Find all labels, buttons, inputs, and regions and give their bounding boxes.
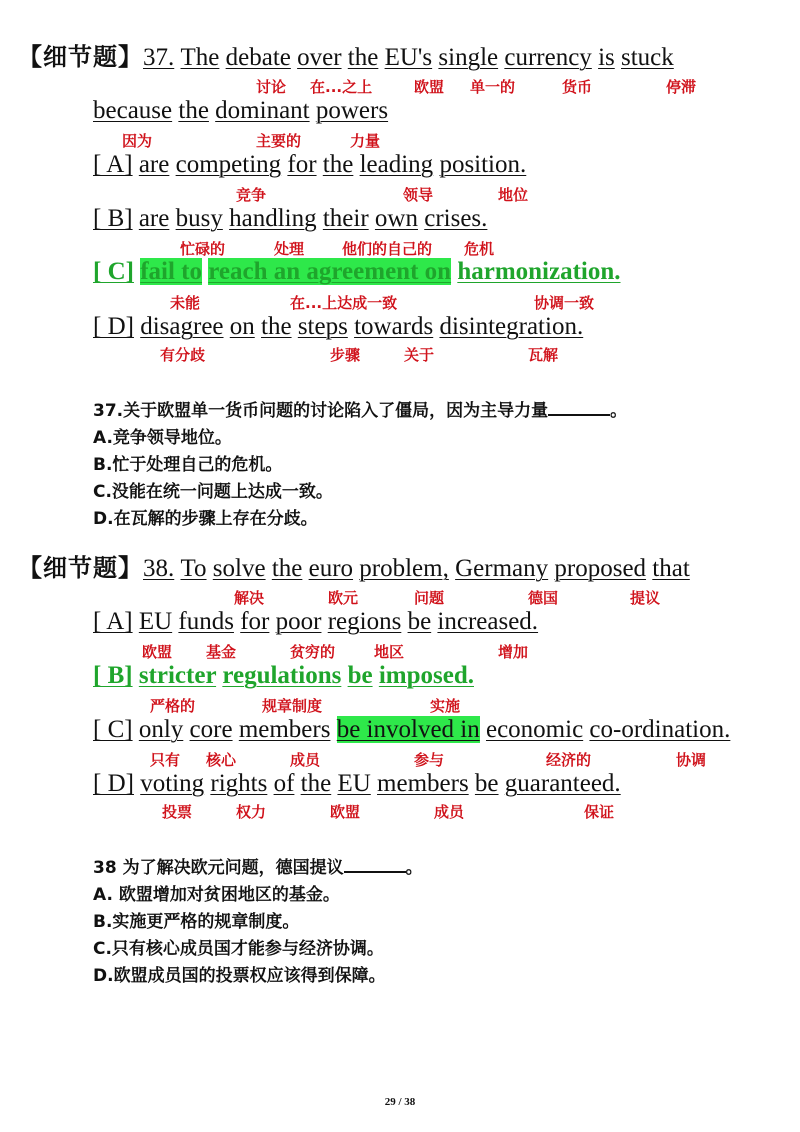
gloss: 参与 — [414, 751, 445, 769]
gloss: 欧盟 — [414, 78, 445, 96]
q37-stem-line2: because the dominant powers — [93, 97, 389, 124]
gloss: 保证 — [584, 803, 615, 821]
gloss: 核心 — [206, 751, 237, 769]
gloss: 在...之上 — [310, 78, 373, 96]
gloss: 只有 — [150, 751, 181, 769]
q38-tag: 【细节题】 — [18, 554, 143, 582]
gloss: 欧盟 — [142, 643, 173, 661]
gloss: 讨论 — [256, 78, 287, 96]
gloss: 严格的 — [150, 697, 196, 715]
gloss: 问题 — [414, 589, 445, 607]
gloss: 贫穷的 — [290, 643, 336, 661]
gloss: 处理 — [274, 240, 305, 258]
gloss: 德国 — [528, 589, 559, 607]
gloss: 规章制度 — [262, 697, 323, 715]
gloss: 瓦解 — [528, 346, 559, 364]
gloss: 他们的自己的 — [342, 240, 433, 258]
q38-translation-c: C.只有核心成员国才能参与经济协调。 — [93, 939, 384, 959]
gloss: 有分歧 — [160, 346, 206, 364]
gloss: 关于 — [404, 346, 435, 364]
q37-translation-b: B.忙于处理自己的危机。 — [93, 455, 283, 475]
gloss: 在...上达成一致 — [290, 294, 398, 312]
gloss: 欧元 — [328, 589, 359, 607]
gloss: 单一的 — [470, 78, 516, 96]
gloss: 步骤 — [330, 346, 361, 364]
q37-translation-c: C.没能在统一问题上达成一致。 — [93, 482, 333, 502]
q37-option-b: [ B] are busy handling their own crises. — [93, 205, 488, 232]
gloss: 力量 — [350, 132, 381, 150]
q38-translation-d: D.欧盟成员国的投票权应该得到保障。 — [93, 966, 386, 986]
q37-translation-d: D.在瓦解的步骤上存在分歧。 — [93, 509, 318, 529]
gloss: 成员 — [290, 751, 321, 769]
page-number: 29 / 38 — [384, 1096, 416, 1108]
gloss: 投票 — [162, 803, 193, 821]
gloss: 欧盟 — [330, 803, 361, 821]
answer-blank — [548, 398, 610, 416]
q37-option-c-answer: [ C] fail to reach an agreement on harmonization. — [93, 258, 621, 285]
gloss: 地区 — [374, 643, 405, 661]
gloss: 协调 — [676, 751, 707, 769]
gloss: 增加 — [498, 643, 529, 661]
gloss: 领导 — [403, 186, 434, 204]
gloss: 因为 — [122, 132, 153, 150]
q38-option-d: [ D] voting rights of the EU members be guaranteed. — [93, 770, 621, 797]
gloss: 竞争 — [236, 186, 267, 204]
q38-translation-b: B.实施更严格的规章制度。 — [93, 912, 300, 932]
gloss: 经济的 — [546, 751, 592, 769]
answer-blank — [344, 855, 406, 873]
q37-option-a: [ A] are competing for the leading position. — [93, 151, 527, 178]
gloss: 地位 — [498, 186, 529, 204]
gloss: 忙碌的 — [180, 240, 226, 258]
gloss: 危机 — [464, 240, 495, 258]
gloss: 权力 — [236, 803, 267, 821]
q38-option-c: [ C] only core members be involved in economic co-ordination. — [93, 716, 731, 743]
gloss: 成员 — [434, 803, 465, 821]
gloss: 货币 — [562, 78, 593, 96]
q37-option-d: [ D] disagree on the steps towards disintegration. — [93, 313, 584, 340]
q38-translation-a: A. 欧盟增加对贫困地区的基金。 — [93, 885, 340, 905]
gloss: 提议 — [630, 589, 661, 607]
gloss: 解决 — [234, 589, 265, 607]
q37-translation-question: 37.关于欧盟单一货币问题的讨论陷入了僵局，因为主导力量 。 — [93, 398, 627, 424]
q37-tag: 【细节题】 — [18, 43, 143, 71]
gloss: 协调一致 — [534, 294, 595, 312]
gloss: 未能 — [170, 294, 201, 312]
gloss: 实施 — [430, 697, 461, 715]
q38-option-a: [ A] EU funds for poor regions be increased. — [93, 608, 539, 635]
gloss: 停滞 — [666, 78, 697, 96]
q38-translation-question: 38 为了解决欧元问题，德国提议 。 — [93, 855, 423, 881]
q37-translation-a: A.竞争领导地位。 — [93, 428, 232, 448]
gloss: 主要的 — [256, 132, 302, 150]
q37-stem-line1: 【细节题】37. The debate over the EU's single currency is stuck — [18, 43, 674, 71]
q38-option-b-answer: [ B] stricter regulations be imposed. — [93, 662, 474, 689]
gloss: 基金 — [206, 643, 237, 661]
q38-stem: 【细节题】38. To solve the euro problem, Germany proposed that — [18, 554, 690, 582]
